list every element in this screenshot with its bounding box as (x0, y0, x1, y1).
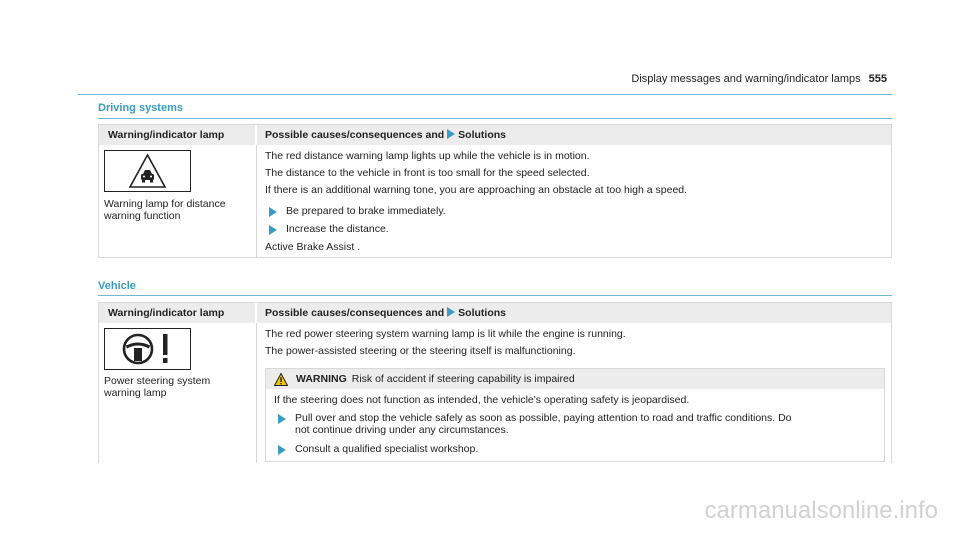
warning-label: WARNING (296, 373, 347, 385)
col2-header-prefix: Possible causes/consequences and (265, 307, 445, 319)
col1-header: Warning/indicator lamp (99, 303, 255, 323)
arrow-icon (278, 445, 286, 455)
arrow-icon (278, 414, 286, 424)
col1-header: Warning/indicator lamp (99, 125, 255, 145)
lamp-label-line1: Power steering system (104, 375, 211, 387)
arrow-icon (447, 129, 455, 139)
warning-bullet-text: Consult a qualified specialist workshop. (295, 443, 479, 455)
warning-bullet-line1: Pull over and stop the vehicle safely as soon as possible, paying attention to road and traffic conditions. Do (295, 412, 792, 424)
col2-header-suffix: Solutions (458, 129, 507, 141)
watermark: carmanualsonline.info (704, 497, 938, 524)
section-rule (98, 295, 892, 296)
cause-line-2: The power-assisted steering or the steering itself is malfunctioning. (265, 345, 576, 357)
table-vehicle (98, 302, 892, 463)
arrow-icon (447, 307, 455, 317)
warning-bullet-line2: not continue driving under any circumstances. (295, 424, 509, 436)
warning-bullet-1 (278, 412, 792, 436)
lamp-column (99, 303, 255, 399)
solution-bullet-1 (269, 205, 446, 217)
arrow-icon (269, 207, 277, 217)
warning-bullet-text (295, 412, 792, 436)
warning-box (265, 368, 885, 462)
section-rule (98, 118, 892, 119)
column-divider (256, 323, 257, 463)
page-header-title: Display messages and warning/indicator lamps (631, 73, 861, 85)
steering-warning-lamp-icon (104, 328, 191, 370)
page-number: 555 (868, 73, 887, 85)
section-title-driving-systems: Driving systems (98, 102, 183, 114)
cause-line-1: The red distance warning lamp lights up while the vehicle is in motion. (265, 150, 590, 162)
warning-bullet-2 (278, 443, 478, 455)
warning-header (266, 369, 884, 389)
solution-bullet-2 (269, 223, 389, 235)
solution-text: Be prepared to brake immediately. (286, 205, 446, 217)
lamp-label-line2: warning function (104, 210, 181, 222)
page-header (631, 73, 887, 85)
lamp-label-line2: warning lamp (104, 387, 167, 399)
lamp-label (104, 375, 210, 399)
header-rule (78, 94, 892, 95)
warning-risk: Risk of accident if steering capability is impaired (351, 373, 575, 385)
col2-header (257, 303, 891, 323)
solution-text: Increase the distance. (286, 223, 389, 235)
arrow-icon (269, 225, 277, 235)
lamp-label (104, 198, 226, 222)
col2-header-prefix: Possible causes/consequences and (265, 129, 445, 141)
lamp-column (99, 125, 255, 222)
col2-header-suffix: Solutions (458, 307, 507, 319)
col2-header (257, 125, 891, 145)
solutions-column (257, 303, 891, 455)
lamp-label-line1: Warning lamp for distance (104, 198, 226, 210)
table-driving-systems (98, 124, 892, 258)
cause-line-1: The red power steering system warning lamp is lit while the engine is running. (265, 328, 626, 340)
cause-line-2: The distance to the vehicle in front is too small for the speed selected. (265, 167, 590, 179)
cause-line-3: If there is an additional warning tone, you are approaching an obstacle at too high a speed. (265, 184, 688, 196)
warning-body: If the steering does not function as intended, the vehicle's operating safety is jeopardised. (274, 394, 690, 406)
related-feature: Active Brake Assist . (265, 241, 361, 253)
distance-warning-lamp-icon (104, 150, 191, 192)
section-title-vehicle: Vehicle (98, 280, 136, 292)
column-divider (256, 145, 257, 257)
solutions-column (257, 125, 891, 253)
warning-triangle-icon (274, 373, 288, 386)
